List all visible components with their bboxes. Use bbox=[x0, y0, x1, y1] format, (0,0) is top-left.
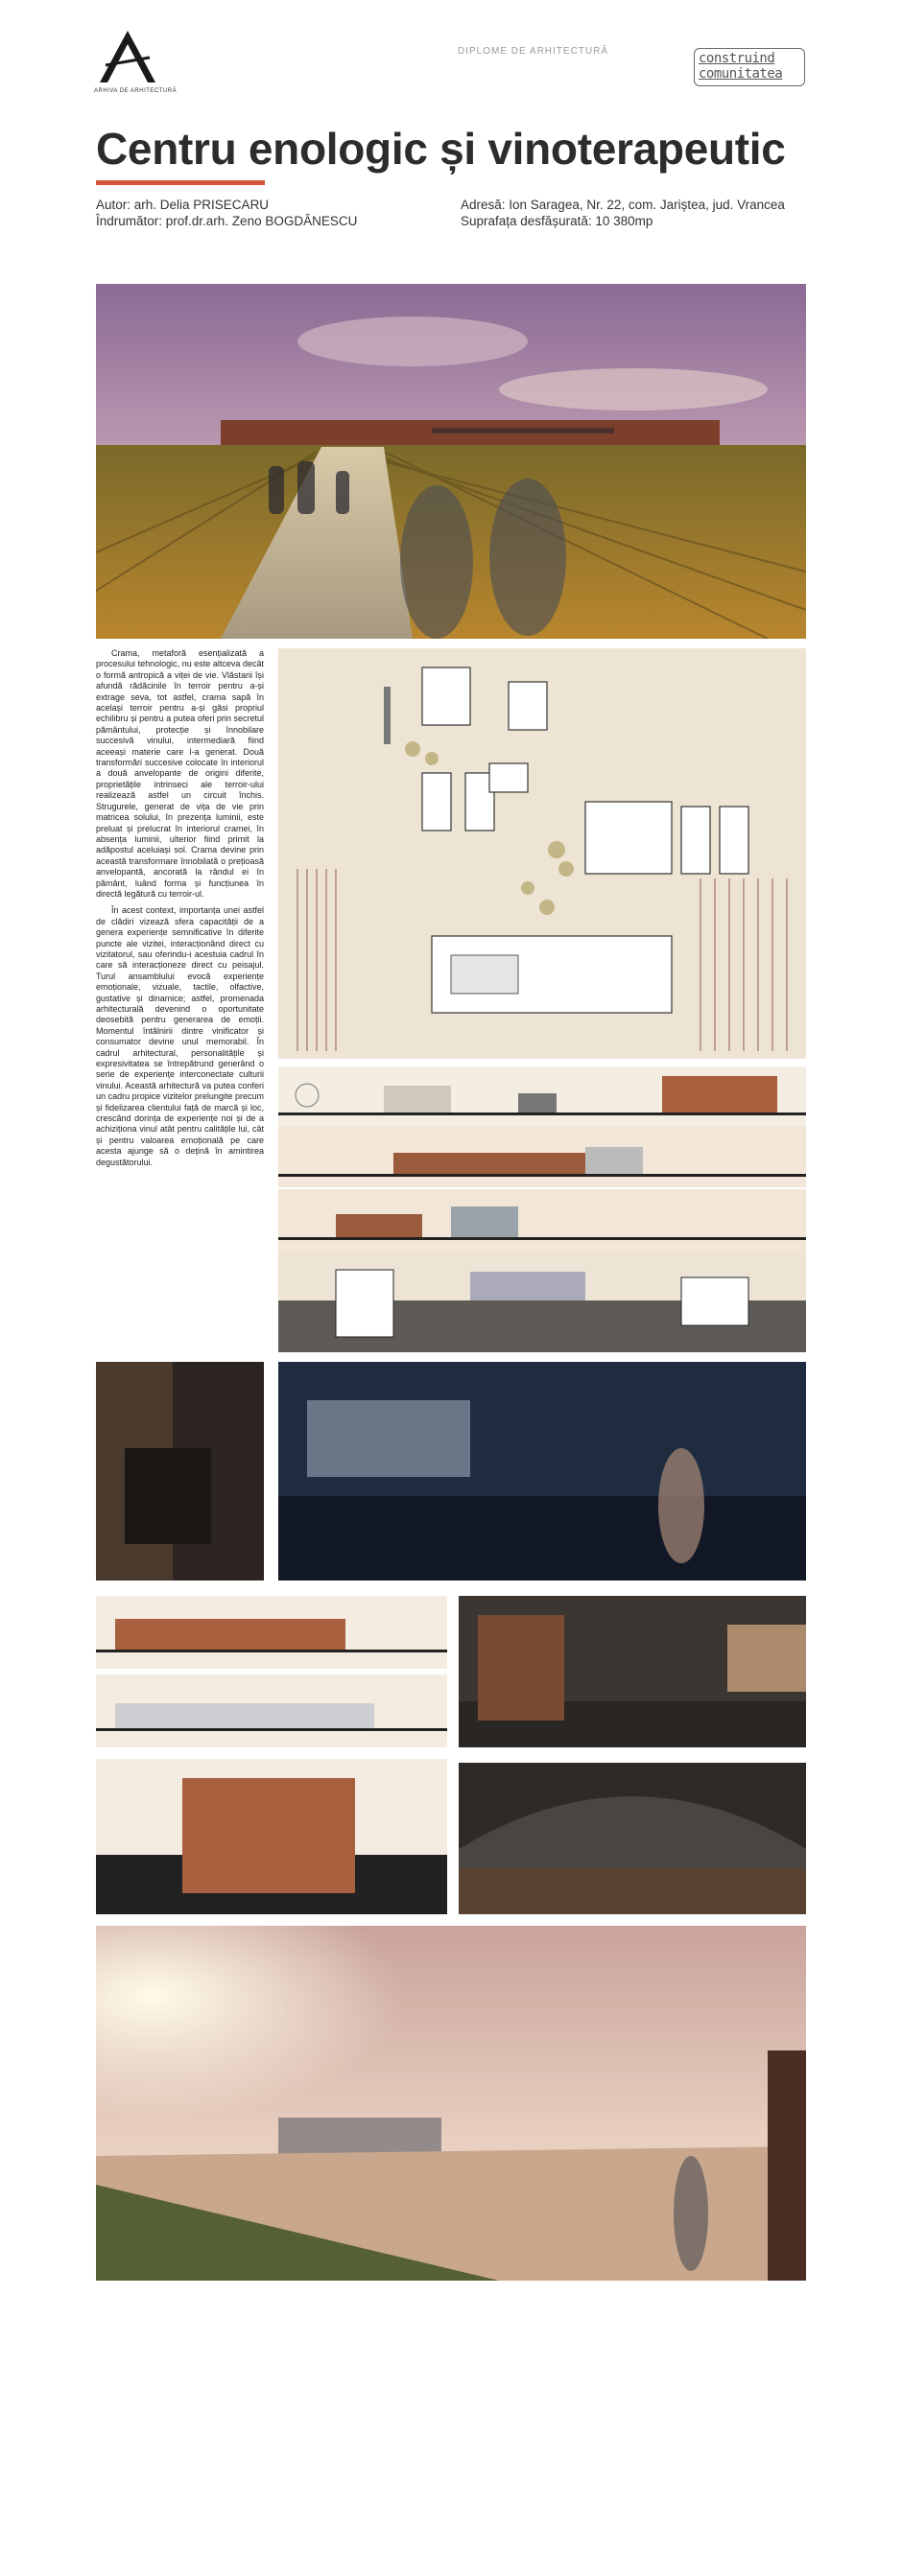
longitudinal-section-1 bbox=[96, 1596, 447, 1669]
section-strip bbox=[278, 1251, 806, 1352]
address-line: Adresă: Ion Saragea, Nr. 22, com. Jariștea, jud. Vrancea bbox=[461, 198, 785, 212]
author-line: Autor: arh. Delia PRISECARU bbox=[96, 198, 270, 212]
series-label: DIPLOME DE ARHITECTURĂ bbox=[458, 46, 609, 57]
site-plan-drawing bbox=[278, 648, 806, 1059]
area-line: Suprafața desfășurată: 10 380mp bbox=[461, 214, 653, 228]
partner-logo-line1: construind bbox=[699, 51, 775, 66]
landscape-approach-render bbox=[96, 1926, 806, 2281]
description-paragraph-1: Crama, metaforă esențializată a procesului tehnologic, nu este altceva decât o formă antropică a viței de vie. Vlăstarii își afundă rădăcinile în terroir pentru a-și extrage seva, tot astfel, crama sapă în același terroir pentru a-și găsi propriul echilibru și pentru a putea oferi prin secretul pământului, protecție și înnobilare succesivă vinului, intermediară fiind aceeași materie care l-a generat. Două transformări succesive colocate în interiorul a două anvelopante de origini diferite, proprietățile intrinseci ale terroir-ului realizează astfel un circuit închis. Strugurele, generat de vița de vie prin matricea solului, în prezența luminii, este preluat și prelucrat în interiorul cramei, în absența luminii, ulterior fiind primit la adăpostul aceluiași sol. Crama devine prin această transformare înnobilată o prețioasă anvelopantă, ancorată la rândul ei în pământ, luând forma și funcțiunea în directă legătură cu terroir-ul. bbox=[96, 648, 264, 899]
project-description bbox=[96, 648, 264, 1168]
hero-vineyard-render bbox=[96, 284, 806, 639]
tasting-hall-render bbox=[278, 1362, 806, 1581]
description-paragraph-2: În acest context, importanța unei astfel de clădiri vizează sfera capacității de a genera experiențe semnificative în diferite puncte ale vizitei, interacționând direct cu vizitatorul, sau oferindu-i acestuia cadrul în care să interacționeze direct cu peisajul. Turul ansamblului evocă experiențe emoționale, vizuale, tactile, olfactive, gustative și dinamice; astfel, promenada arhitecturală devenind o oportunitate deosebită pentru generarea de emoții. Momentul întâlnirii dintre vinificator și consumator devine unul memorabil. În cadrul arhitectural, personalitățile și expresivitatea se întrepătrund generând o serie de experiențe interconectate culturii vinului. Această arhitectură va putea conferi un cadru propice vizitelor prelungite precum și fidelizarea clientului față de marcă și loc, crescând dorința de experiențe noi și de a achiziționa vinul atât pentru calitățile lui, cât și pentru valoarea emoțională pe care acesta ajunge să o dețină în amintirea degustătorului. bbox=[96, 905, 264, 1167]
architecture-archive-logo-icon bbox=[96, 29, 159, 84]
project-title: Centru enologic și vinoterapeutic bbox=[96, 124, 786, 174]
vaulted-cellar-render bbox=[459, 1763, 806, 1914]
partner-logo-line2: comunitatea bbox=[699, 66, 783, 82]
advisor-line: Îndrumător: prof.dr.arh. Zeno BOGDĂNESCU bbox=[96, 214, 358, 228]
barrel-corridor-render bbox=[459, 1596, 806, 1747]
logo-caption: ARHIVA DE ARHITECTURĂ bbox=[94, 88, 178, 94]
partner-logo bbox=[694, 48, 805, 86]
elevation-strip-2 bbox=[278, 1126, 806, 1187]
longitudinal-section-2 bbox=[96, 1674, 447, 1747]
title-accent-rule bbox=[96, 180, 265, 185]
elevation-strip-1 bbox=[278, 1066, 806, 1132]
interior-shaft-render bbox=[96, 1362, 264, 1581]
elevation-strip-3 bbox=[278, 1189, 806, 1251]
cross-section-drawing bbox=[96, 1759, 447, 1914]
